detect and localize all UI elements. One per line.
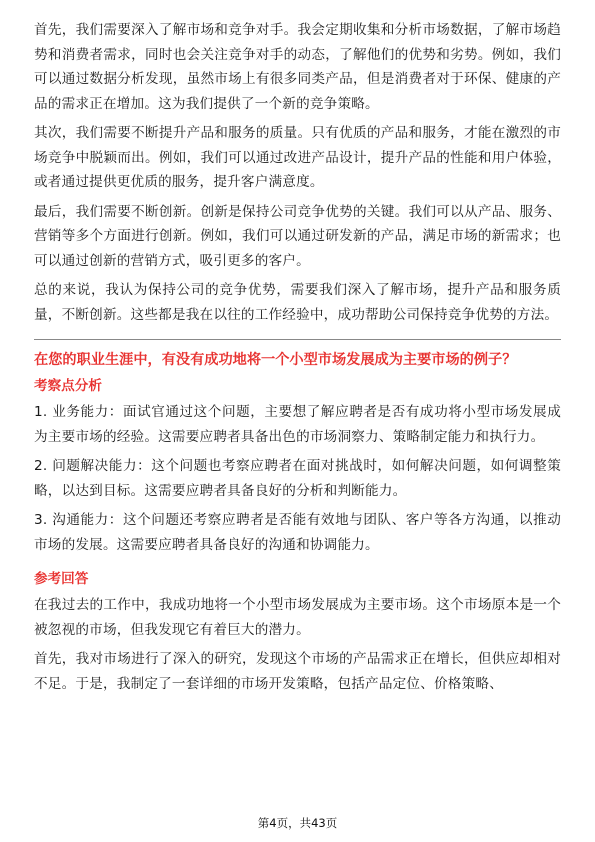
paragraph: 总的来说，我认为保持公司的竞争优势，需要我们深入了解市场，提升产品和服务质量，不断创新。这些都是我在以往的工作经验中，成功帮助公司保持竞争优势的方法。 xyxy=(34,282,561,323)
document-body xyxy=(34,18,561,701)
paragraph: 首先，我们需要深入了解市场和竞争对手。我会定期收集和分析市场数据，了解市场趋势和消费者需求，同时也会关注竞争对手的动态，了解他们的优势和劣势。例如，我们可以通过数据分析发现，虽然市场上有很多同类产品，但是消费者对于环保、健康的产品的需求正在增加。这为我们提供了一个新的竞争策略。 xyxy=(34,22,561,112)
analysis-title: 考察点分析 xyxy=(34,378,102,394)
analysis-item: 2. 问题解决能力：这个问题也考察应聘者在面对挑战时，如何解决问题，如何调整策略，以达到目标。这需要应聘者具备良好的分析和判断能力。 xyxy=(34,458,561,499)
paragraph: 最后，我们需要不断创新。创新是保持公司竞争优势的关键。我们可以从产品、服务、营销等多个方面进行创新。例如，我们可以通过研发新的产品，满足市场的新需求；也可以通过创新的营销方式，吸引更多的客户。 xyxy=(34,203,561,269)
page-number: 第4页，共43页 xyxy=(257,816,338,830)
answer-paragraph: 首先，我对市场进行了深入的研究，发现这个市场的产品需求正在增长，但供应却相对不足。于是，我制定了一套详细的市场开发策略，包括产品定位、价格策略、 xyxy=(34,651,561,692)
question-heading: 在您的职业生涯中，有没有成功地将一个小型市场发展成为主要市场的例子？ xyxy=(34,352,517,368)
analysis-item: 1. 业务能力：面试官通过这个问题，主要想了解应聘者是否有成功将小型市场发展成为主要市场的经验。这需要应聘者具备出色的市场洞察力、策略制定能力和执行力。 xyxy=(34,404,561,445)
section-divider xyxy=(34,339,561,340)
paragraph: 其次，我们需要不断提升产品和服务的质量。只有优质的产品和服务，才能在激烈的市场竞争中脱颖而出。例如，我们可以通过改进产品设计，提升产品的性能和用户体验，或者通过提供更优质的服务，提升客户满意度。 xyxy=(34,125,561,190)
analysis-item: 3. 沟通能力：这个问题还考察应聘者是否能有效地与团队、客户等各方沟通，以推动市场的发展。这需要应聘者具备良好的沟通和协调能力。 xyxy=(34,512,561,553)
answer-paragraph: 在我过去的工作中，我成功地将一个小型市场发展成为主要市场。这个市场原本是一个被忽视的市场，但我发现它有着巨大的潜力。 xyxy=(34,597,561,638)
answer-title: 参考回答 xyxy=(34,571,89,587)
